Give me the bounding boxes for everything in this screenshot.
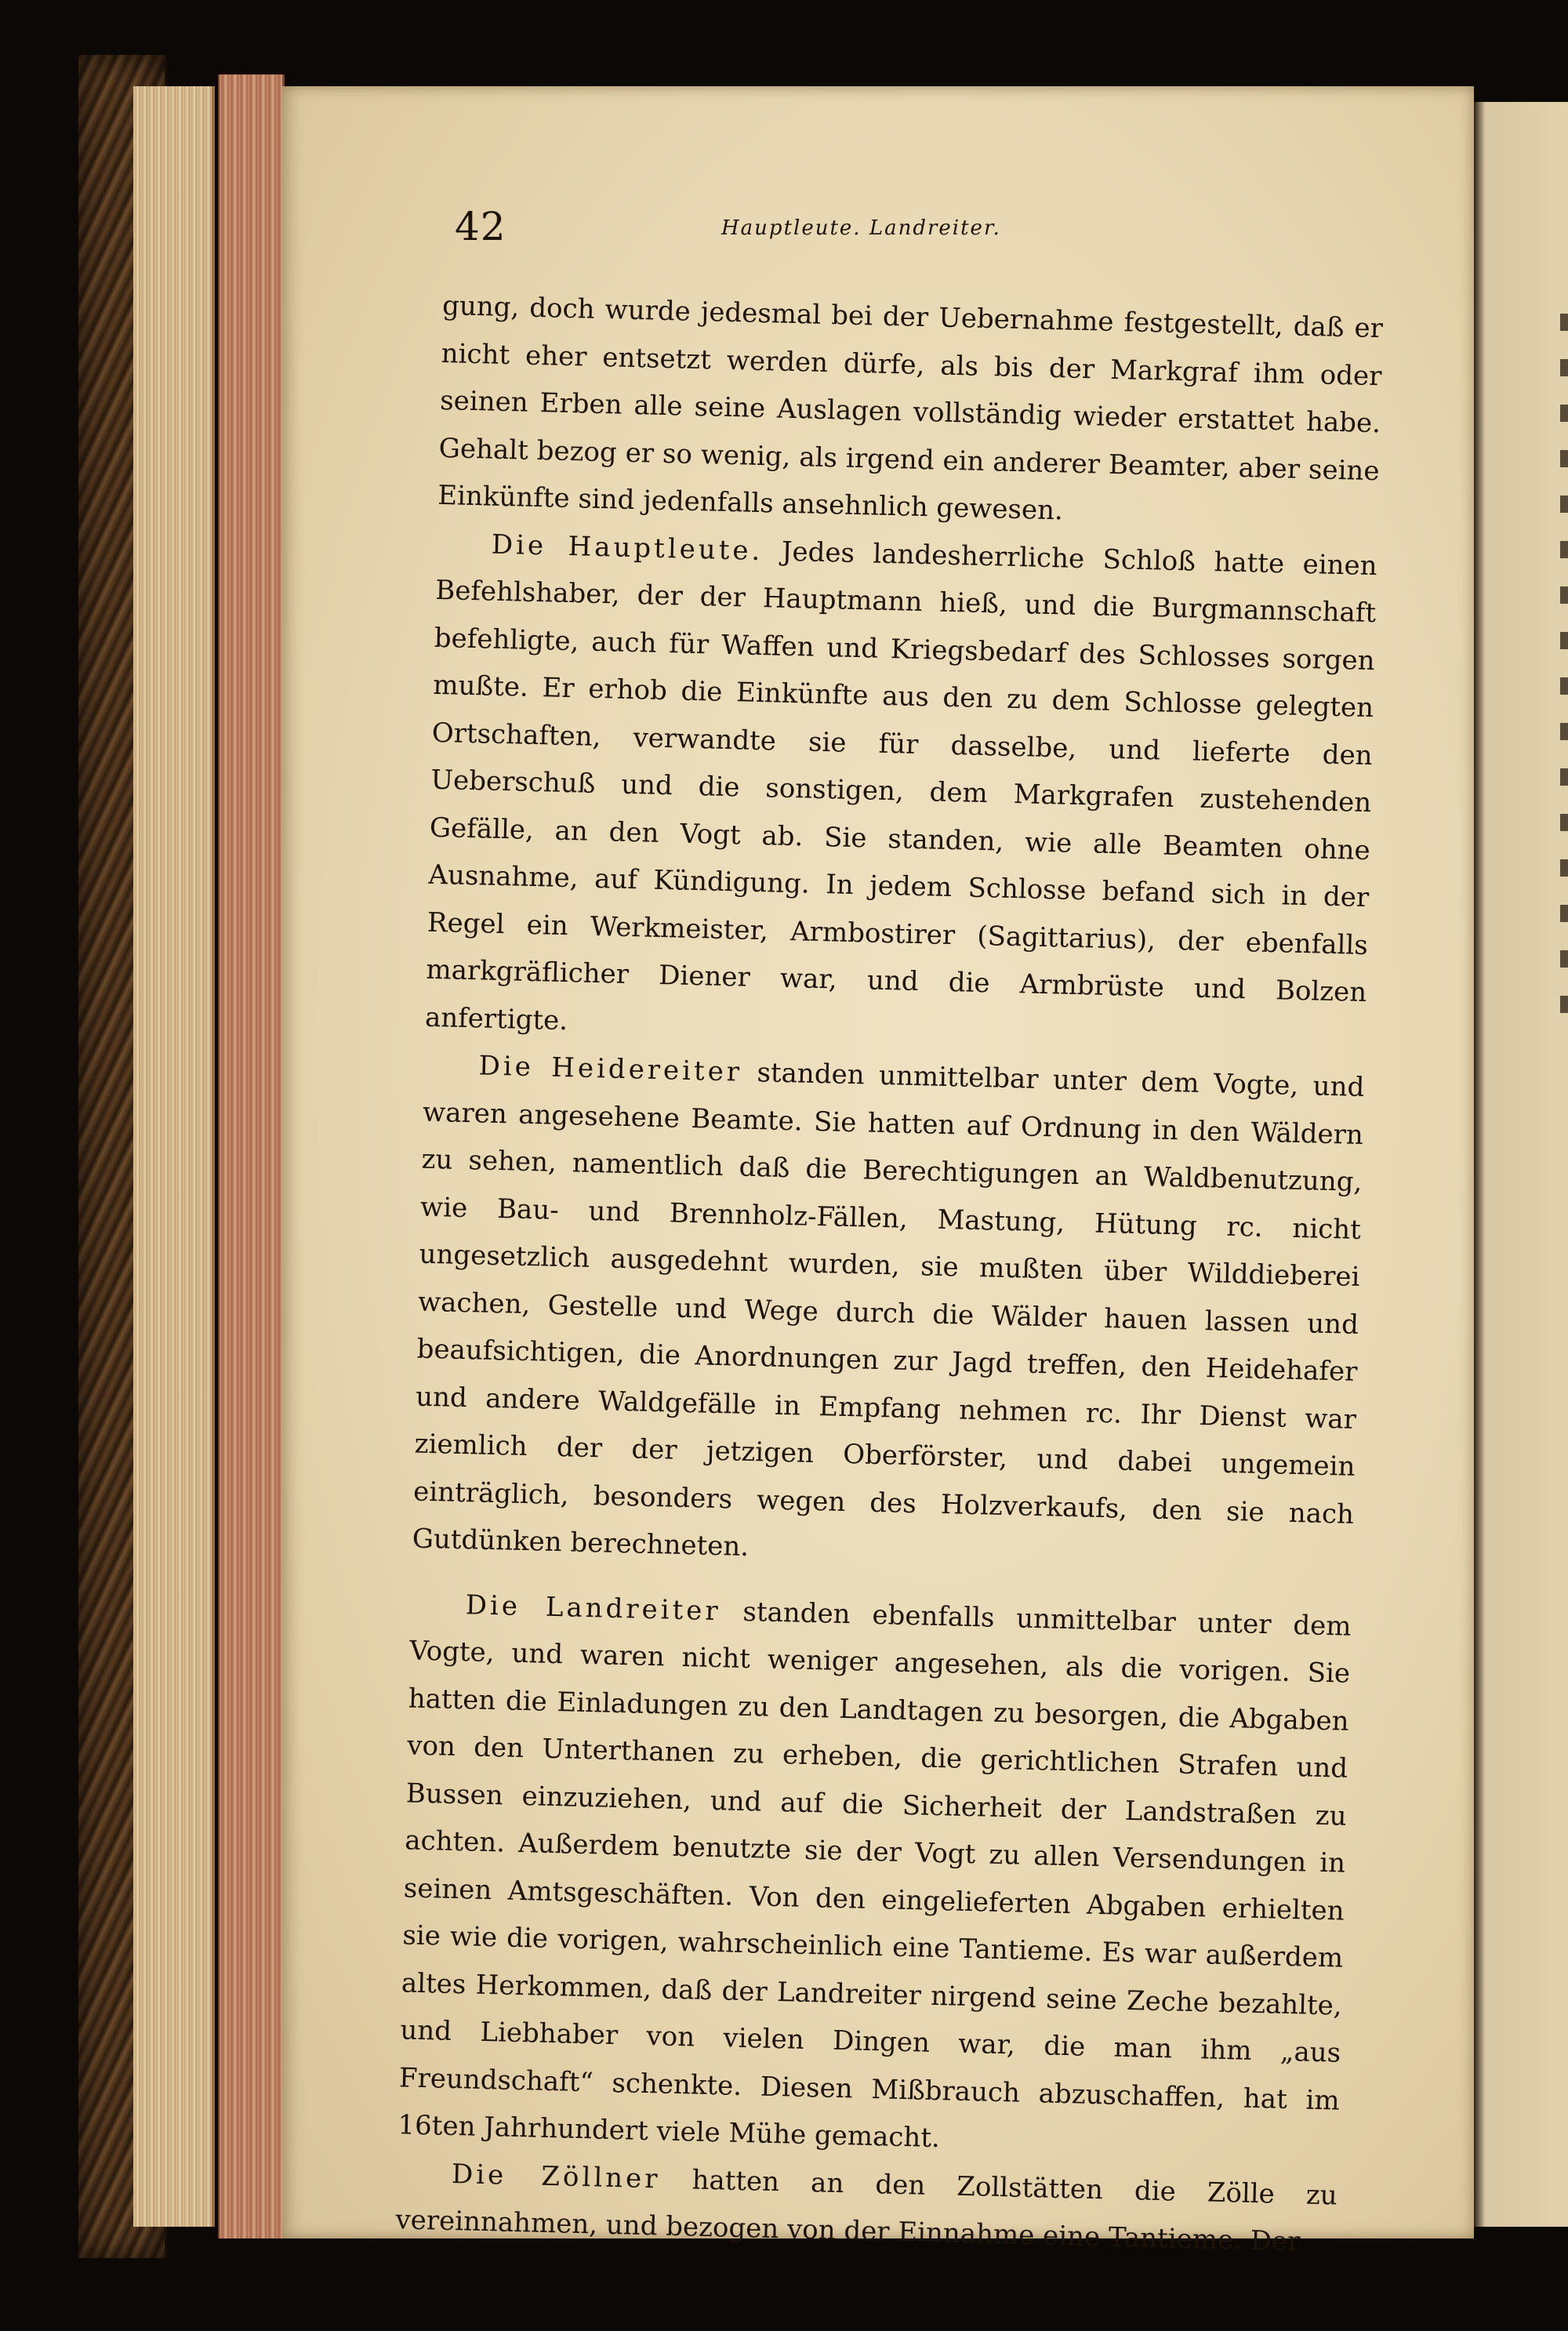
paragraph-lead: Die Zöllner [451,2158,661,2195]
paragraph-text: standen ebenfalls unmittelbar unter dem Vogte, und waren nicht weniger angesehen, als die vorigen. Sie hatten die Einladungen zu den Landtagen zu besorgen, die Abgaben von den Unterthanen zu erheben, die gerichtlichen Strafen und Bussen einzuziehen, und auf die Sicherheit der Landstraßen zu achten. Außerdem benutzte sie der Vogt zu allen Versendungen in seinen Amtsgeschäften. Von den eingelieferten Abgaben erhielten sie wie die vorigen, wahrscheinlich eine Tantieme. Es war außerdem altes Herkommen, daß der Landreiter nirgend seine Zeche bezahlte, und Liebhaber von vielen Dingen war, die man ihm „aus Freundschaft“ schenkte. Diesen Mißbrauch abzuschaffen, hat im 16ten Jahrhundert viele Mühe gemacht. [397,1596,1352,2155]
paragraph-text: gung, doch wurde jedesmal bei der Uebernahme festgestellt, daß er nicht eher entsetzt werden dürfe, als bis der Markgraf ihm oder seinen Erben alle seine Auslagen vollständig wieder erstattet habe. Gehalt bezog er so wenig, als irgend ein anderer Beamter, aber seine Einkünfte sind jedenfalls ansehnlich gewesen. [437,289,1384,527]
running-head: Hauptleute. Landreiter. [721,216,1001,240]
red-page-edges [218,74,285,2238]
adjacent-page [1474,102,1568,2227]
paragraph-text: Jedes landesherrliche Schloß hatte einen Befehlshaber, der der Hauptmann hieß, und die Burgmannschaft befehligte, auch für Waffen und Kriegsbedarf des Schlosses sorgen mußte. Er erhob die Einkünfte aus den zu dem Schlosse gelegten Ortschaften, verwandte sie für dasselbe, und lieferte den Ueberschuß und die sonstigen, dem Markgrafen zustehenden Gefälle, an den Vogt ab. Sie standen, wie alle Beamten ohne Ausnahme, auf Kündigung. In jedem Schlosse befand sich in der Regel ein Werkmeister, Armbostirer (Sagittarius), der ebenfalls markgräflicher Diener war, und die Armbrüste und Bolzen anfertigte. [424,536,1378,1037]
adjacent-page-text-fragments [1560,314,1568,1019]
paragraph-lead: Die Hauptleute. [491,528,764,567]
paragraph-text: hatten an den Zollstätten die Zölle zu vereinnahmen, und bezogen von der Einnahme eine Tantieme. Der [395,2163,1338,2258]
paragraph-hauptleute [424,519,1377,1064]
body-text [395,282,1384,2267]
paragraph-lead: Die Heidereiter [478,1050,743,1088]
paragraph-lead: Die Landreiter [465,1588,722,1627]
paragraph-heidereiter [412,1041,1365,1586]
paragraph-text: standen unmittelbar unter dem Vogte, und waren angesehene Beamte. Sie hatten auf Ordnung in den Wäldern zu sehen, namentlich daß die Berechtigungen an Waldbenutzung, wie Bau- und Brennholz-Fällen, Mastung, Hütung rc. nicht ungesetzlich ausgedehnt wurden, sie mußten über Wilddieberei wachen, Gestelle und Wege durch die Wälder hauen lassen und beaufsichtigen, die Anordnungen zur Jagd treffen, den Heidehafer und andere Waldgefälle in Empfang nehmen rc. Ihr Dienst war ziemlich der der jetzigen Oberförster, und dabei ungemein einträglich, besonders wegen des Holzverkaufs, den sie nach Gutdünken berechneten. [412,1057,1365,1563]
page-number: 42 [455,204,506,249]
page-edges [133,86,215,2227]
page-header [455,204,1396,274]
book-page [282,86,1474,2258]
paragraph-landreiter [397,1580,1352,2172]
paragraph-continuation [437,282,1384,543]
